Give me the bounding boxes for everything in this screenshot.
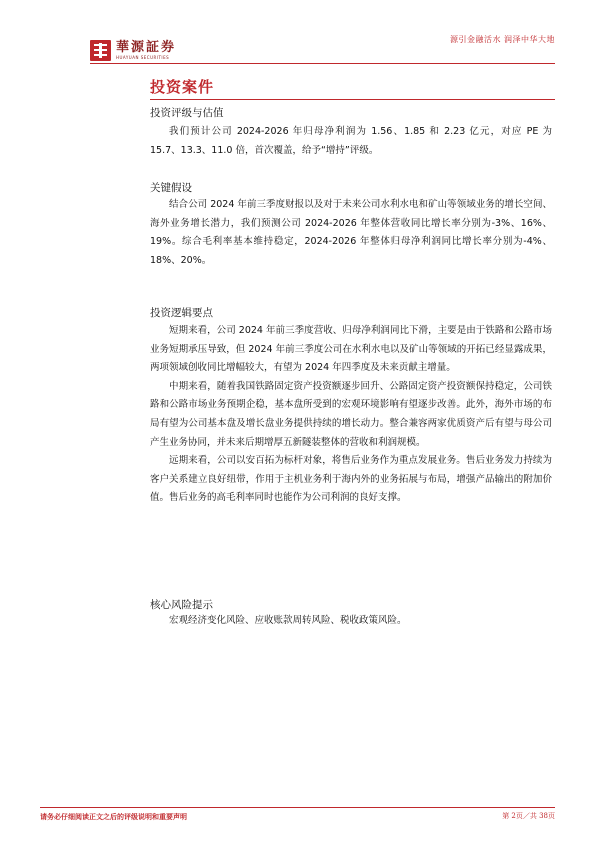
- assumptions-heading: 关键假设: [150, 182, 192, 194]
- risks-text: 宏观经济变化风险、应收账款周转风险、税收政策风险。: [169, 615, 407, 626]
- logo-name-cn: 華源証券: [116, 39, 177, 55]
- logic-body: [150, 322, 552, 508]
- logo-text: [116, 40, 176, 61]
- footer-disclaimer: 请务必仔细阅读正文之后的评级说明和重要声明: [40, 813, 187, 821]
- rating-text: 我们预计公司 2024-2026 年归母净利润为 1.56、1.85 和 2.23 亿元，对应 PE 为 15.7、13.3、11.0 倍，首次覆盖，给予“增持”评级。: [150, 126, 552, 156]
- page-number: 第 2页／共 38页: [502, 812, 555, 820]
- rating-heading: 投资评级与估值: [150, 107, 224, 119]
- logo-emblem-icon: [90, 40, 111, 61]
- assumptions-text: 结合公司 2024 年前三季度财报以及对于未来公司水利水电和矿山等领域业务的增长空间、海外业务增长潜力，我们预测公司 2024-2026 年整体营收同比增长率分别为-3%、16%、19%。综合毛利率基本维持稳定，2024-2026 年整体归母净利润同比增长率分别为-4%、18%、20%。: [150, 199, 552, 266]
- logic-long-term: 远期来看，公司以安百拓为标杆对象，将售后业务作为重点发展业务。售后业务发力持续为客户关系建立良好纽带，作用于主机业务利于海内外的业务拓展与布局，增强产品输出的附加价值。售后业务的高毛利率同时也能作为公司利润的良好支撑。: [150, 455, 552, 504]
- risks-heading: 核心风险提示: [150, 599, 213, 611]
- logic-mid-term: 中期来看，随着我国铁路固定资产投资额逐步回升、公路固定资产投资额保持稳定，公司铁路和公路市场业务预期企稳，基本盘所受到的宏观环境影响有望逐步改善。此外，海外市场的布局有望为公司基本盘及增长盘业务提供持续的增长动力。整合兼容两家优质资产后有望与母公司产生业务协同，并未来后期增厚五新隧装整体的营收和利润规模。: [150, 380, 552, 448]
- footer-divider: [40, 807, 555, 808]
- title-divider: [150, 99, 555, 100]
- logic-heading: 投资逻辑要点: [150, 307, 213, 319]
- header-slogan: 源引金融活水 润泽中华大地: [449, 35, 555, 44]
- company-logo: [90, 38, 176, 62]
- header-divider: [90, 63, 555, 64]
- logic-short-term: 短期来看，公司 2024 年前三季度营收、归母净利润同比下滑，主要是由于铁路和公路市场业务短期承压导致，但 2024 年前三季度公司在水利水电以及矿山等领域的开拓已经显露成果，两项领域创收同比增幅较大，有望为 2024 年四季度及未来贡献主增量。: [150, 325, 552, 374]
- logo-name-en: HUAYUAN SECURITIES: [116, 54, 170, 60]
- page-title: 投资案件: [150, 78, 215, 96]
